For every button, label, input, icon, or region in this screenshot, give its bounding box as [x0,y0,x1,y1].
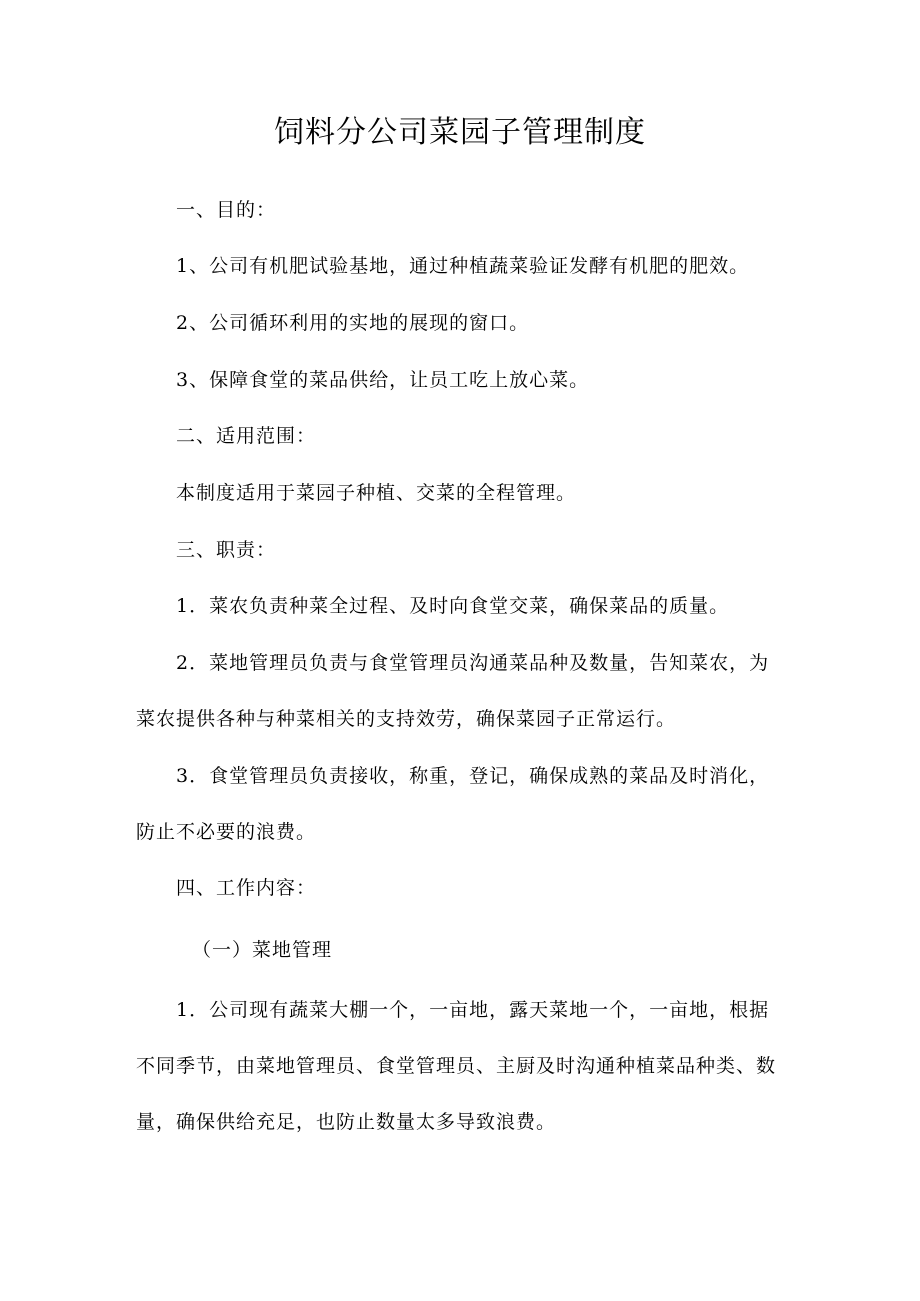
work-item-1: 1．公司现有蔬菜大棚一个，一亩地，露天菜地一个，一亩地，根据 [176,999,770,1021]
purpose-item-1: 1、公司有机肥试验基地，通过种植蔬菜验证发酵有机肥的肥效。 [176,255,750,277]
work-item-1-continuation-b: 量，确保供给充足，也防止数量太多导致浪费。 [136,1111,557,1133]
duty-item-3: 3．食堂管理员负责接收，称重，登记，确保成熟的菜品及时消化， [176,765,770,787]
duty-item-2: 2．菜地管理员负责与食堂管理员沟通菜品种及数量，告知菜农，为 [176,652,770,674]
subsection-heading-vegetable-field: （一）菜地管理 [192,939,333,961]
section-heading-duties: 三、职责： [176,539,277,561]
section-heading-work: 四、工作内容： [176,877,317,899]
work-item-1-continuation-a: 不同季节，由菜地管理员、食堂管理员、主厨及时沟通种植菜品种类、数 [136,1055,777,1077]
document-title: 饲料分公司菜园子管理制度 [274,115,646,150]
scope-paragraph: 本制度适用于菜园子种植、交菜的全程管理。 [176,482,577,504]
duty-item-2-continuation: 菜农提供各种与种菜相关的支持效劳，确保菜园子正常运行。 [136,708,677,730]
purpose-item-2: 2、公司循环利用的实地的展现的窗口。 [176,312,530,334]
section-heading-purpose: 一、目的： [176,199,277,221]
purpose-item-3: 3、保障食堂的菜品供给，让员工吃上放心菜。 [176,369,590,391]
duty-item-1: 1．菜农负责种菜全过程、及时向食堂交菜，确保菜品的质量。 [176,595,730,617]
section-heading-scope: 二、适用范围： [176,425,317,447]
duty-item-3-continuation: 防止不必要的浪费。 [136,821,317,843]
